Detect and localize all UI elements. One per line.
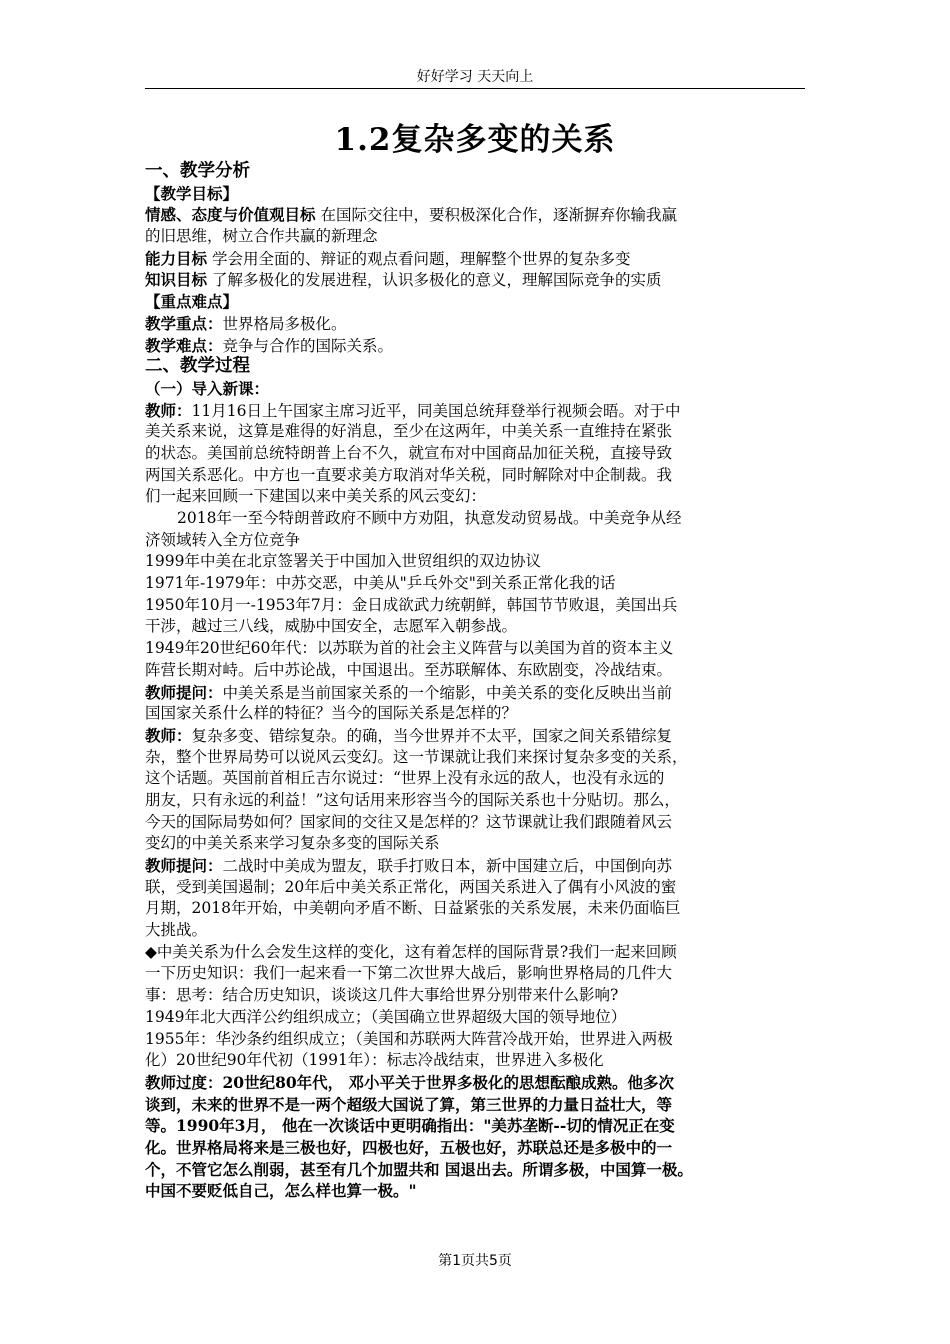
goal-knowledge-label: 知识目标 [145,270,208,290]
section-heading-analysis: 一、教学分析 [145,161,250,181]
difficult-point-text: 竞争与合作的国际关系。 [222,336,394,355]
document-title: 1.2复杂多变的关系 [334,122,616,158]
teacher-question-label: 教师提问： [145,856,223,875]
paragraph-line: 化。世界格局将来是三极也好，四极也好，五极也好，苏联总还是多极中的一 [145,1137,673,1157]
paragraph-question-2 [145,855,805,877]
paragraph-question-1 [145,682,805,704]
subheading-goals: 【教学目标】 [145,183,239,203]
event-1955-cont: 化）20世纪90年代初（1991年）：标志冷战结束，世界进入多极化 [145,1051,604,1070]
paragraph-line: 这个话题。英国前首相丘吉尔说过：“世界上没有永远的敌人，也没有永远的 [145,769,665,788]
goal-knowledge-text: 了解多极化的发展进程，认识多极化的意义，理解国际竞争的实质 [207,271,662,290]
goal-ability-text: 学会用全面的、辩证的观点看问题，理解整个世界的复杂多变 [207,249,631,268]
goal-knowledge [145,269,805,291]
teacher-label: 教师： [145,400,192,420]
paragraph-line: 美关系来说，这算是难得的好消息，至少在这两年，中美关系一直维持在紧张 [145,422,673,441]
paragraph-text: 中美关系是当前国家关系的一个缩影，中美关系的变化反映出当前 [222,683,673,702]
teacher-question-label: 教师提问： [145,682,223,702]
timeline-1999: 1999年中美在北京签署关于中国加入世贸组织的双边协议 [145,552,541,571]
paragraph-line: 大挑战。 [145,921,208,940]
goal-emotion-label: 情感、态度与价值观目标 [145,205,316,225]
subheading-key-points: 【重点难点】 [145,292,239,312]
goal-ability [145,248,805,270]
paragraph-line: 杂，整个世界局势可以说风云变幻。这一节课就让我们来探讨复杂多变的关系， [145,747,688,766]
paragraph-line: 谈到，未来的世界不是一两个超级大国说了算，第三世界的力量日益壮大，等 [145,1094,673,1114]
document-body [145,161,805,1202]
key-point [145,313,805,335]
paragraph-teacher-2 [145,725,805,747]
timeline-2018: 2018年一至今特朗普政府不顾中方劝阻，执意发动贸易战。中美竞争从经 [177,509,682,527]
header-rule [145,88,805,89]
key-point-text: 世界格局多极化。 [222,314,347,333]
section-heading-process: 二、教学过程 [145,356,250,377]
paragraph-line: 联，受到美国遏制；20年后中美关系正常化，两国关系进入了偶有小风波的蜜 [145,877,677,896]
timeline-1950-cont: 干涉，越过三八线，威胁中国安全，志愿军入朝参战。 [145,617,518,636]
paragraph-line: 事：思考：结合历史知识，谈谈这几件大事给世界分别带来什么影响? [145,986,619,1005]
timeline-1949-cont: 阵营长期对峙。后中苏论战，中国退出。至苏联解体、东欧剧变，冷战结束。 [145,660,673,679]
paragraph-text: 二战时中美成为盟友，联手打败日本，新中国建立后，中国倒向苏 [222,857,673,875]
event-1949: 1949年北大西洋公约组织成立；（美国确立世界超级大国的领导地位） [145,1007,627,1026]
paragraph-line: 月期，2018年开始，中美朝向矛盾不断、日益紧张的关系发展，未来仍面临巨 [145,899,681,918]
teacher-transition: 教师过度：20世纪80年代， 邓小平关于世界多极化的思想酝酿成熟。他多次 [145,1072,675,1092]
timeline-1949: 1949年20世纪60年代：以苏联为首的社会主义阵营与以美国为首的资本主义 [145,639,674,658]
paragraph-line: 个，不管它怎么削弱，甚至有几个加盟共和 国退出去。所谓多极，中国算一极。 [145,1159,693,1179]
paragraph-line: 国国家关系什么样的特征？当今的国际关系是怎样的？ [145,704,518,723]
paragraph-text: 11月16日上午国家主席习近平，同美国总统拜登举行视频会晤。对于中 [191,401,681,420]
subheading-intro: （一）导入新课： [145,378,270,398]
timeline-1971: 1971年-1979年：中苏交恶，中美从"乒乓外交"到关系正常化我的话 [145,574,616,593]
discussion-prompt: ◆中美关系为什么会发生这样的变化，这有着怎样的国际背景?我们一起来回顾 [145,942,677,961]
key-point-label: 教学重点： [145,313,223,333]
paragraph-line: 朋友，只有永远的利益！”这句话用来形容当今的国际关系也十分贴切。那么， [145,790,680,809]
paragraph-line: 今天的国际局势如何？国家间的交往又是怎样的？这节课就让我们跟随着风云 [145,812,673,831]
timeline-1950: 1950年10月一-1953年7月：金日成欲武力统朝鲜，韩国节节败退，美国出兵 [145,595,678,614]
page-header: 好好学习 天天向上 [416,69,534,85]
paragraph-line: 的状态。美国前总统特朗普上台不久，就宣布对中国商品加征关税，直接导致 [145,443,673,462]
paragraph-line: 等。1990年3月， 他在一次谈话中更明确指出："美苏垄断--切的情况正在变 [145,1116,675,1136]
paragraph-teacher-1 [145,400,805,422]
paragraph-text: 复杂多变、错综复杂。的确，当今世界并不太平，国家之间关系错综复 [191,726,673,745]
goal-emotion-cont: 的旧思维，树立合作共赢的新理念 [145,227,378,246]
teacher-label: 教师： [145,725,192,745]
paragraph-line: 变幻的中美关系来学习复杂多变的国际关系 [145,834,440,853]
event-1955: 1955年：华沙条约组织成立；（美国和苏联两大阵营冷战开始，世界进入两极 [145,1029,673,1048]
paragraph-line: 们一起来回顾一下建国以来中美关系的风云变幻： [145,487,487,506]
goal-emotion [145,204,805,226]
difficult-point-label: 教学难点： [145,335,223,355]
paragraph-line: 一下历史知识：我们一起来看一下第二次世界大战后，影响世界格局的几件大 [145,964,673,983]
page-footer: 第1页共5页 [438,1253,512,1269]
difficult-point [145,335,805,357]
paragraph-line: 两国关系恶化。中方也一直要求美方取消对华关税，同时解除对中企制裁。我 [145,465,673,484]
timeline-2018-cont: 济领域转入全方位竞争 [145,530,301,549]
goal-ability-label: 能力目标 [145,248,208,268]
goal-emotion-text: 在国际交往中，要积极深化合作，逐渐摒弃你输我赢 [315,206,677,225]
paragraph-line: 中国不要贬低自己，怎么样也算一极。" [145,1181,417,1201]
